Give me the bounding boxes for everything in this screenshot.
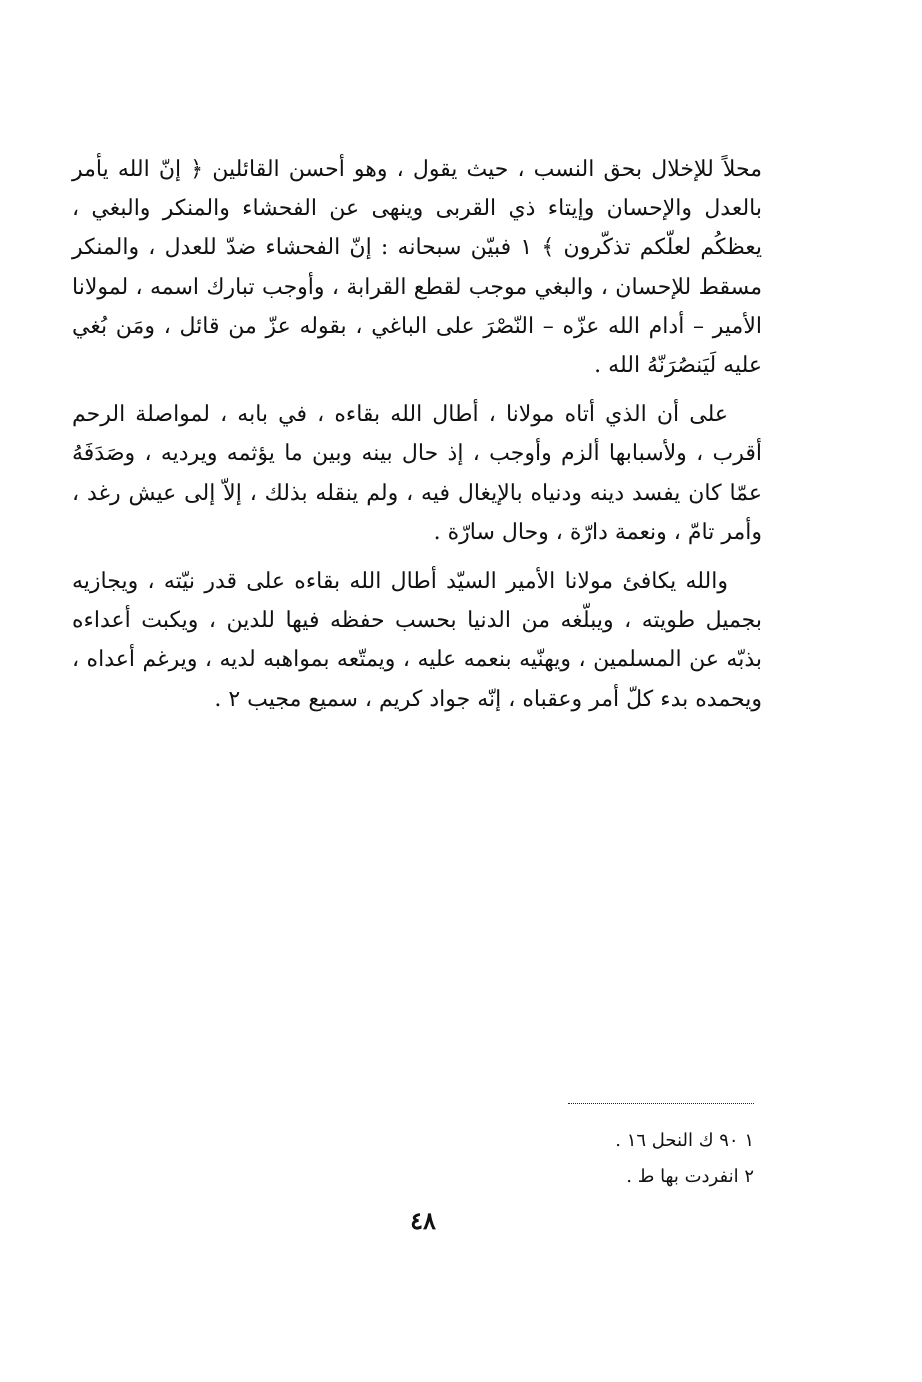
paragraph-2: على أن الذي أتاه مولانا ، أطال الله بقاءه ، في بابه ، لمواصلة الرحم أقرب ، ولأسبابها ألزم وأوجب ، إذ حال بينه وبين ما يؤثمه ويرديه ، وصَدَفَهُ عمّا كان يفسد دينه ودنياه بالإيغال فيه ، ولم ينقله بذلك ، إلاّ إلى عيش رغد ، وأمر تامّ ، ونعمة دارّة ، وحال سارّة . <box>72 402 762 545</box>
paragraph-1: محلاً للإخلال بحق النسب ، حيث يقول ، وهو أحسن القائلين ﴿ إنّ الله يأمر بالعدل والإحسان وإيتاء ذي القربى وينهى عن الفحشاء والمنكر والبغي ، يعظكُم لعلّكم تذكّرون ﴾ ١ فبيّن سبحانه : إنّ الفحشاء ضدّ للعدل ، والمنكر مسقط للإحسان ، والبغي موجب لقطع القرابة ، وأوجب تبارك اسمه ، لمولانا الأمير – أدام الله عزّه – النّصْرَ على الباغي ، بقوله عزّ من قائل ، ومَن بُغي عليه لَيَنصُرَنّهُ الله . <box>72 157 762 379</box>
paragraph-3: والله يكافئ مولانا الأمير السيّد أطال الله بقاءه على قدر نيّته ، ويجازيه بجميل طويته ، ويبلّغه من الدنيا بحسب حفظه فيها للدين ، ويكبت أعداءه بذبّه عن المسلمين ، ويهنّيه بنعمه عليه ، ويمتّعه بمواهبه لديه ، ويرغم أعداه ، ويحمده بدء كلّ أمر وعقباه ، إنّه جواد كريم ، سميع مجيب ٢ . <box>72 569 762 712</box>
page-number: ٤٨ <box>410 1206 436 1235</box>
footnote-1: ١ ٩٠ ك النحل ١٦ . <box>615 1130 754 1151</box>
footnotes <box>454 1123 754 1195</box>
body-text <box>72 150 762 729</box>
footnote-divider <box>568 1103 754 1104</box>
footnote-2: ٢ انفردت بها ط . <box>626 1166 754 1187</box>
